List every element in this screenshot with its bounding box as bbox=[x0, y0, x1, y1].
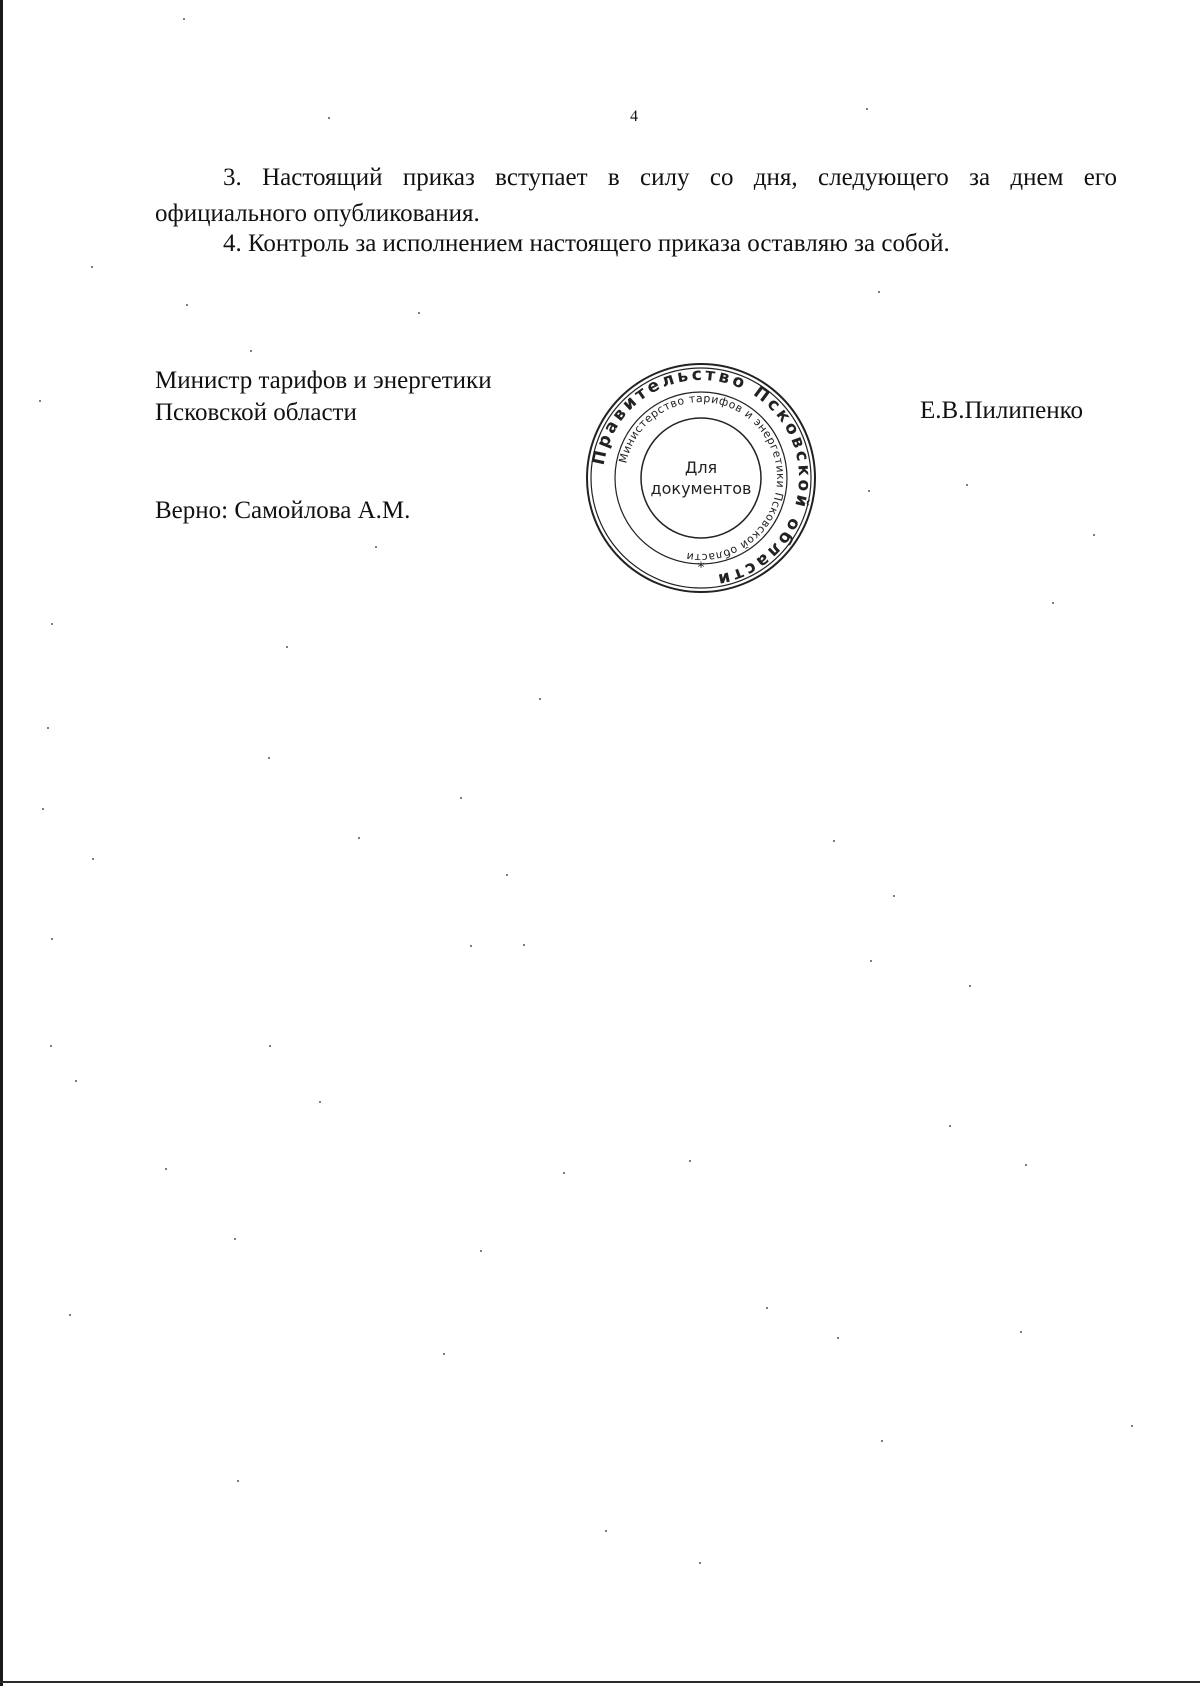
scan-speck bbox=[39, 400, 41, 402]
scan-speck bbox=[418, 312, 420, 314]
scan-speck bbox=[1131, 1425, 1133, 1427]
certification-line: Верно: Самойлова А.М. bbox=[155, 497, 411, 524]
scan-speck bbox=[689, 1160, 691, 1162]
scan-speck bbox=[319, 1101, 321, 1103]
scan-speck bbox=[268, 757, 270, 759]
scan-speck bbox=[269, 1045, 271, 1047]
seal-star: * bbox=[697, 560, 705, 576]
scan-speck bbox=[42, 808, 44, 810]
scan-speck bbox=[833, 840, 835, 842]
scan-speck bbox=[69, 1314, 71, 1316]
scan-edge-bottom bbox=[0, 1681, 1200, 1683]
scan-speck bbox=[881, 1440, 883, 1442]
scan-speck bbox=[969, 985, 971, 987]
scan-speck bbox=[50, 1045, 52, 1047]
seal-inner-ring bbox=[641, 418, 761, 538]
scan-speck bbox=[766, 1307, 768, 1309]
scan-edge-left bbox=[0, 0, 3, 1686]
scan-speck bbox=[866, 108, 868, 110]
official-seal bbox=[583, 360, 819, 596]
signatory-title bbox=[155, 365, 575, 429]
scan-speck bbox=[949, 1125, 951, 1127]
scan-speck bbox=[75, 1080, 77, 1082]
scan-speck bbox=[165, 1168, 167, 1170]
seal-inner-text: Министерство тарифов и энергетики Псковской области bbox=[616, 391, 788, 565]
scan-speck bbox=[868, 490, 870, 492]
scan-speck bbox=[1025, 1164, 1027, 1166]
scan-speck bbox=[539, 698, 541, 700]
seal-outer-text: Правительство Псковской области bbox=[588, 364, 815, 591]
scan-speck bbox=[375, 546, 377, 548]
scan-speck bbox=[91, 266, 93, 268]
scan-speck bbox=[563, 1172, 565, 1174]
scan-speck bbox=[837, 1337, 839, 1339]
seal-center-line1: Для bbox=[684, 458, 718, 477]
signatory-name: Е.В.Пилипенко bbox=[920, 397, 1083, 424]
scan-speck bbox=[470, 945, 472, 947]
scan-speck bbox=[358, 837, 360, 839]
paragraph-4: 4. Контроль за исполнением настоящего приказа оставляю за собой. bbox=[223, 230, 950, 257]
scan-speck bbox=[699, 1562, 701, 1564]
scan-speck bbox=[523, 944, 525, 946]
scan-speck bbox=[966, 484, 968, 486]
scan-speck bbox=[250, 350, 252, 352]
seal-center-line2: документов bbox=[650, 479, 752, 498]
scan-speck bbox=[893, 895, 895, 897]
scan-speck bbox=[1093, 534, 1095, 536]
signatory-title-line2: Псковской области bbox=[155, 399, 357, 426]
scan-speck bbox=[443, 1353, 445, 1355]
scan-speck bbox=[1052, 602, 1054, 604]
scan-speck bbox=[183, 18, 185, 20]
scan-speck bbox=[286, 646, 288, 648]
page-number: 4 bbox=[630, 108, 638, 125]
scan-speck bbox=[92, 858, 94, 860]
scan-speck bbox=[234, 1238, 236, 1240]
scan-speck bbox=[328, 117, 330, 119]
scan-speck bbox=[51, 623, 53, 625]
scan-speck bbox=[47, 727, 49, 729]
scan-speck bbox=[506, 874, 508, 876]
signatory-title-line1: Министр тарифов и энергетики bbox=[155, 367, 492, 394]
scan-speck bbox=[878, 291, 880, 293]
paragraph-3: 3. Настоящий приказ вступает в силу со дня, следующего за днем его официального опубликования. bbox=[155, 164, 1117, 227]
scan-speck bbox=[870, 960, 872, 962]
scan-speck bbox=[186, 304, 188, 306]
scan-speck bbox=[237, 1480, 239, 1482]
scan-speck bbox=[51, 938, 53, 940]
scan-speck bbox=[480, 1250, 482, 1252]
scan-speck bbox=[605, 1530, 607, 1532]
scan-speck bbox=[1020, 1331, 1022, 1333]
scan-speck bbox=[460, 797, 462, 799]
